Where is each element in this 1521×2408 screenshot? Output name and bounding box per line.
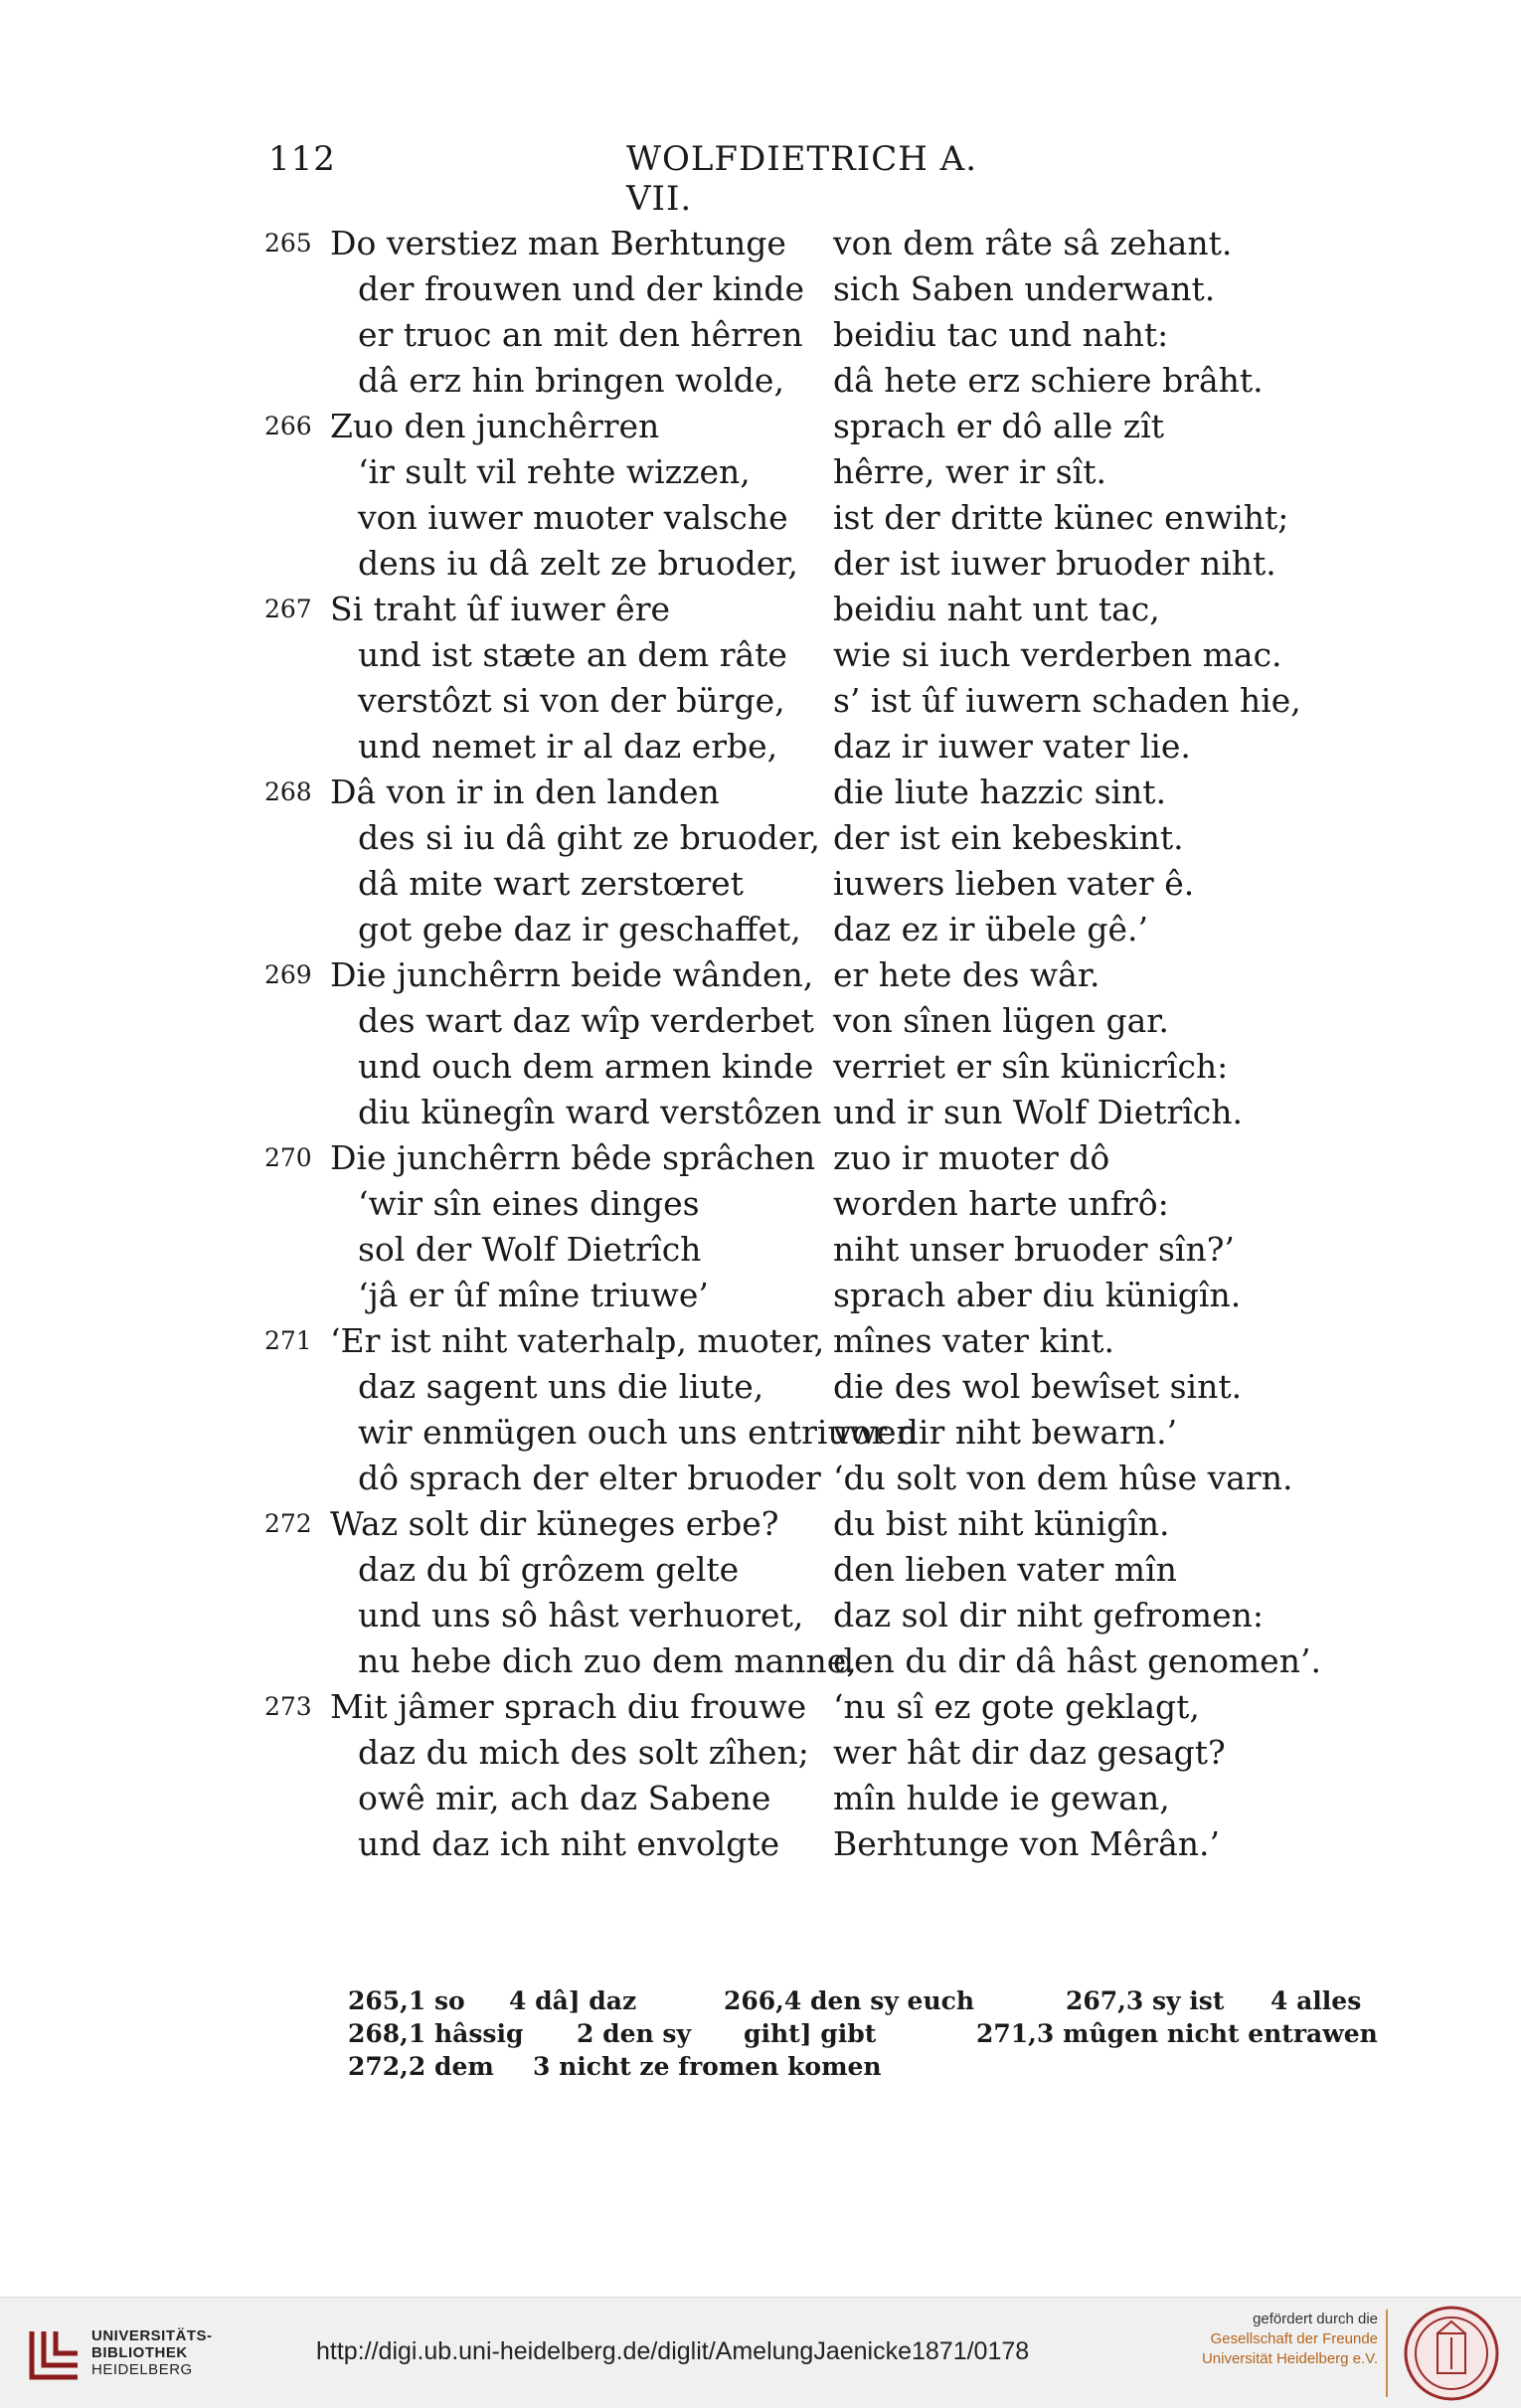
divider (1386, 2310, 1388, 2397)
verse-line (0, 266, 1521, 312)
footnote-row (348, 2050, 1372, 2083)
verse-line (0, 952, 1521, 998)
verse-second-half: der ist ein kebeskint. (833, 818, 1184, 857)
footnote-entry: 271,3 mûgen nicht entrawen (976, 2019, 1378, 2048)
verse-line (0, 724, 1521, 770)
running-title: WOLFDIETRICH A. VII. (626, 139, 978, 219)
verse-first-half: got gebe daz ir geschaffet, (358, 910, 801, 948)
footnote-entry: 265,1 so (348, 1986, 465, 2015)
verse-first-half: und uns sô hâst verhuoret, (358, 1596, 804, 1634)
strophe-number: 267 (264, 595, 312, 623)
verse-line (0, 998, 1521, 1044)
footnote-row (348, 1984, 1372, 2017)
verse-first-half: des wart daz wîp verderbet (358, 1001, 814, 1040)
verse-line (0, 1501, 1521, 1547)
verse-first-half: Dâ von ir in den landen (330, 773, 720, 811)
verse-line (0, 1273, 1521, 1318)
footnote-entry: 2 den sy (577, 2019, 691, 2048)
verse-first-half: diu künegîn ward verstôzen (358, 1093, 822, 1131)
verse-line (0, 1456, 1521, 1501)
footnote-entry: 3 nicht ze fromen komen (533, 2052, 882, 2081)
footnote-entry: 268,1 hâssig (348, 2019, 524, 2048)
verse-line (0, 770, 1521, 815)
sponsor-org-line: Gesellschaft der Freunde (1210, 2330, 1378, 2347)
verse-second-half: der ist iuwer bruoder niht. (833, 544, 1276, 583)
verse-line (0, 449, 1521, 495)
verse-line (0, 1044, 1521, 1090)
verse-line (0, 1364, 1521, 1410)
verse-second-half: sprach er dô alle zît (833, 407, 1165, 445)
verse-line (0, 587, 1521, 632)
verse-line (0, 1410, 1521, 1456)
verse-second-half: ‘nu sî ez gote geklagt, (833, 1687, 1200, 1726)
footnote-entry: 4 dâ] daz (509, 1986, 637, 2015)
verse-first-half: ‘wir sîn eines dinges (358, 1184, 700, 1223)
verse-second-half: ‘du solt von dem hûse varn. (833, 1459, 1293, 1497)
university-seal-icon (1402, 2304, 1501, 2403)
verse-first-half: daz sagent uns die liute, (358, 1367, 764, 1406)
verse-second-half: Berhtunge von Mêrân.’ (833, 1824, 1220, 1863)
verse-second-half: daz ir iuwer vater lie. (833, 727, 1191, 766)
verse-second-half: sich Saben underwant. (833, 269, 1216, 308)
verse-first-half: owê mir, ach daz Sabene (358, 1779, 771, 1817)
sponsor-org-line: Universität Heidelberg e.V. (1201, 2350, 1378, 2367)
footnote-entry: 267,3 sy ist (1066, 1986, 1225, 2015)
verse-second-half: wie si iuch verderben mac. (833, 635, 1282, 674)
footnote-entry: giht] gibt (744, 2019, 877, 2048)
verse-line (0, 404, 1521, 449)
verse-line (0, 221, 1521, 266)
verse-second-half: von dem râte sâ zehant. (833, 224, 1233, 262)
verse-text (0, 221, 1521, 1867)
verse-second-half: beidiu tac und naht: (833, 315, 1169, 354)
library-name-line: UNIVERSITÄTS- (91, 2327, 213, 2344)
verse-second-half: er hete des wâr. (833, 955, 1100, 994)
verse-second-half: den lieben vater mîn (833, 1550, 1177, 1589)
strophe-number: 268 (264, 777, 312, 806)
verse-second-half: sprach aber diu künigîn. (833, 1276, 1242, 1314)
verse-line (0, 1730, 1521, 1776)
verse-line (0, 632, 1521, 678)
verse-second-half: wer hât dir daz gesagt? (833, 1733, 1226, 1772)
footnote-row (348, 2017, 1378, 2050)
sponsor-label: gefördert durch die (1253, 2311, 1378, 2327)
strophe-number: 272 (264, 1509, 312, 1538)
verse-first-half: sol der Wolf Dietrîch (358, 1230, 702, 1269)
strophe-number: 273 (264, 1692, 312, 1721)
verse-first-half: verstôzt si von der bürge, (358, 681, 785, 720)
verse-first-half: daz du mich des solt zîhen; (358, 1733, 809, 1772)
critical-apparatus (348, 1984, 1378, 2083)
strophe-number: 266 (264, 412, 312, 440)
permalink-url[interactable]: http://digi.ub.uni-heidelberg.de/diglit/AmelungJaenicke1871/0178 (316, 2337, 1030, 2365)
verse-second-half: zuo ir muoter dô (833, 1138, 1110, 1177)
verse-line (0, 1776, 1521, 1821)
verse-second-half: verriet er sîn künicrîch: (833, 1047, 1229, 1086)
verse-second-half: mîn hulde ie gewan, (833, 1779, 1170, 1817)
verse-line (0, 1593, 1521, 1638)
verse-line (0, 358, 1521, 404)
verse-line (0, 1547, 1521, 1593)
verse-first-half: und ouch dem armen kinde (358, 1047, 814, 1086)
verse-second-half: iuwers lieben vater ê. (833, 864, 1195, 903)
strophe-number: 270 (264, 1143, 312, 1172)
verse-second-half: dâ hete erz schiere brâht. (833, 361, 1264, 400)
verse-first-half: dô sprach der elter bruoder (358, 1459, 821, 1497)
verse-line (0, 541, 1521, 587)
verse-line (0, 1684, 1521, 1730)
library-name[interactable] (91, 2327, 213, 2378)
strophe-number: 271 (264, 1326, 312, 1355)
verse-line (0, 815, 1521, 861)
verse-second-half: daz ez ir übele gê.’ (833, 910, 1149, 948)
footnote-entry: 272,2 dem (348, 2052, 494, 2081)
verse-second-half: s’ ist ûf iuwern schaden hie, (833, 681, 1301, 720)
verse-first-half: und daz ich niht envolgte (358, 1824, 780, 1863)
verse-second-half: hêrre, wer ir sît. (833, 452, 1106, 491)
strophe-number: 269 (264, 960, 312, 989)
verse-second-half: und ir sun Wolf Dietrîch. (833, 1093, 1244, 1131)
verse-first-half: dens iu dâ zelt ze bruoder, (358, 544, 798, 583)
verse-second-half: daz sol dir niht gefromen: (833, 1596, 1264, 1634)
footnote-entry: 4 alles (1270, 1986, 1362, 2015)
verse-second-half: worden harte unfrô: (833, 1184, 1169, 1223)
verse-first-half: dâ erz hin bringen wolde, (358, 361, 784, 400)
verse-second-half: du bist niht künigîn. (833, 1504, 1170, 1543)
verse-second-half: vor dir niht bewarn.’ (833, 1413, 1178, 1452)
verse-first-half: ‘ir sult vil rehte wizzen, (358, 452, 751, 491)
verse-line (0, 495, 1521, 541)
verse-first-half: Waz solt dir küneges erbe? (330, 1504, 779, 1543)
verse-first-half: der frouwen und der kinde (358, 269, 805, 308)
verse-second-half: von sînen lügen gar. (833, 1001, 1169, 1040)
library-name-line: BIBLIOTHEK (91, 2344, 188, 2361)
verse-first-half: Zuo den junchêrren (330, 407, 660, 445)
verse-line (0, 1227, 1521, 1273)
verse-second-half: die des wol bewîset sint. (833, 1367, 1243, 1406)
verse-second-half: ist der dritte künec enwiht; (833, 498, 1289, 537)
page-number: 112 (268, 139, 336, 179)
ub-heidelberg-logo-icon[interactable] (24, 2323, 85, 2385)
verse-second-half: niht unser bruoder sîn?’ (833, 1230, 1235, 1269)
verse-line (0, 1638, 1521, 1684)
verse-first-half: Do verstiez man Berhtunge (330, 224, 786, 262)
digitization-footer (0, 2297, 1521, 2408)
verse-first-half: Mit jâmer sprach diu frouwe (330, 1687, 807, 1726)
verse-line (0, 861, 1521, 907)
verse-first-half: und nemet ir al daz erbe, (358, 727, 778, 766)
verse-line (0, 1318, 1521, 1364)
verse-line (0, 312, 1521, 358)
verse-first-half: Die junchêrrn bêde sprâchen (330, 1138, 816, 1177)
verse-first-half: dâ mite wart zerstœret (358, 864, 744, 903)
verse-second-half: den du dir dâ hâst genomen’. (833, 1641, 1321, 1680)
sponsor-credit[interactable] (1169, 2310, 1378, 2369)
verse-first-half: nu hebe dich zuo dem manne, (358, 1641, 857, 1680)
verse-line (0, 678, 1521, 724)
verse-first-half: er truoc an mit den hêrren (358, 315, 803, 354)
verse-first-half: ‘jâ er ûf mîne triuwe’ (358, 1276, 709, 1314)
verse-line (0, 1135, 1521, 1181)
verse-second-half: beidiu naht unt tac, (833, 590, 1160, 628)
verse-first-half: des si iu dâ giht ze bruoder, (358, 818, 821, 857)
verse-second-half: mînes vater kint. (833, 1321, 1114, 1360)
verse-second-half: die liute hazzic sint. (833, 773, 1167, 811)
verse-line (0, 1090, 1521, 1135)
verse-line (0, 1181, 1521, 1227)
verse-first-half: wir enmügen ouch uns entriuwen (358, 1413, 918, 1452)
library-name-line: HEIDELBERG (91, 2361, 193, 2378)
verse-first-half: und ist stæte an dem râte (358, 635, 787, 674)
verse-line (0, 1821, 1521, 1867)
verse-first-half: daz du bî grôzem gelte (358, 1550, 740, 1589)
footnote-entry: 266,4 den sy euch (724, 1986, 975, 2015)
verse-first-half: Die junchêrrn beide wânden, (330, 955, 814, 994)
verse-first-half: ‘Er ist niht vaterhalp, muoter, (330, 1321, 825, 1360)
strophe-number: 265 (264, 229, 312, 258)
verse-first-half: Si traht ûf iuwer êre (330, 590, 671, 628)
verse-first-half: von iuwer muoter valsche (358, 498, 788, 537)
verse-line (0, 907, 1521, 952)
